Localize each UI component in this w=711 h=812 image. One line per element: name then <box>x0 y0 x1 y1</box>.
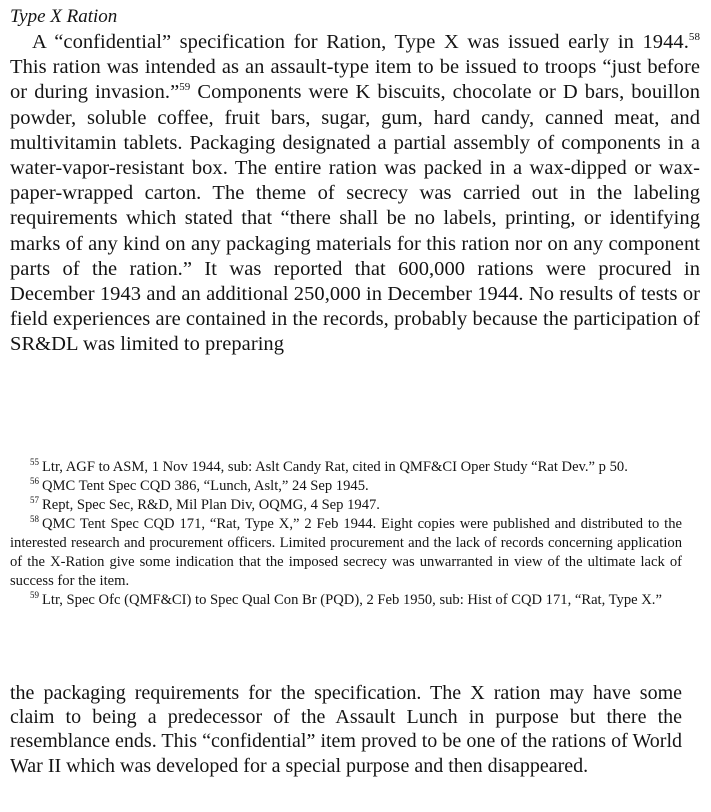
footnote-text: QMC Tent Spec CQD 171, “Rat, Type X,” 2 Feb 1944. Eight copies were published and distributed to the interested research and procurement officers. Limited procurement and the lack of records concerning application of the X-Ration give some indication that the imposed secrecy was unwarranted in view of the ultimate lack of success for the item. <box>10 516 682 589</box>
footnote-ref-58: 58 <box>688 31 700 44</box>
continuation-paragraph: the packaging requirements for the specification. The X ration may have some claim to being a predecessor of the Assault Lunch in purpose but there the resemblance ends. This “confidential” item proved to be one of the rations of World War II which was developed for a special purpose and then disappeared. <box>10 682 682 777</box>
footnote-text: QMC Tent Spec CQD 386, “Lunch, Aslt,” 24 Sep 1945. <box>42 478 369 494</box>
footnote-57 <box>10 496 682 515</box>
main-paragraph-part-1: A “confidential” specification for Ration, Type X was issued early in 1944. <box>32 31 689 53</box>
main-paragraph-part-2: This ration was intended as an assault-type item to be issued to troops “just before or during invasion.” <box>10 56 700 104</box>
footnotes-block <box>10 458 682 610</box>
footnote-56 <box>10 477 682 496</box>
footnote-text: Ltr, Spec Ofc (QMF&CI) to Spec Qual Con Br (PQD), 2 Feb 1950, sub: Hist of CQD 171, “Rat, Type X.” <box>42 592 662 608</box>
main-paragraph <box>10 30 700 358</box>
footnote-mark: 56 <box>30 476 39 487</box>
footnote-ref-59: 59 <box>179 81 191 94</box>
main-paragraph-part-3: Components were K biscuits, chocolate or D bars, bouillon powder, soluble coffee, fruit bars, sugar, gum, hard candy, canned meat, and multivitamin tablets. Packaging designated a partial assembly of components in a water-vapor-resistant box. The entire ration was packed in a wax-dipped or wax-paper-wrapped carton. The theme of secrecy was carried out in the labeling requirements which stated that “there shall be no labels, printing, or identifying marks of any kind on any packaging materials for this ration nor on any component parts of the ration.” It was reported that 600,000 rations were procured in December 1943 and an additional 250,000 in December 1944. No results of tests or field experiences are contained in the records, probably because the participation of SR&DL was limited to preparing <box>10 81 700 356</box>
footnote-text: Rept, Spec Sec, R&D, Mil Plan Div, OQMG, 4 Sep 1947. <box>42 497 380 513</box>
footnote-mark: 58 <box>30 514 39 525</box>
section-heading: Type X Ration <box>10 6 118 27</box>
page-body <box>10 6 700 358</box>
footnote-text: Ltr, AGF to ASM, 1 Nov 1944, sub: Aslt Candy Rat, cited in QMF&CI Oper Study “Rat Dev.” p 50. <box>42 459 628 475</box>
footnote-mark: 57 <box>30 495 39 506</box>
footnote-mark: 55 <box>30 457 39 468</box>
footnote-58 <box>10 515 682 591</box>
footnote-55 <box>10 458 682 477</box>
footnote-59 <box>10 591 682 610</box>
footnote-mark: 59 <box>30 590 39 601</box>
